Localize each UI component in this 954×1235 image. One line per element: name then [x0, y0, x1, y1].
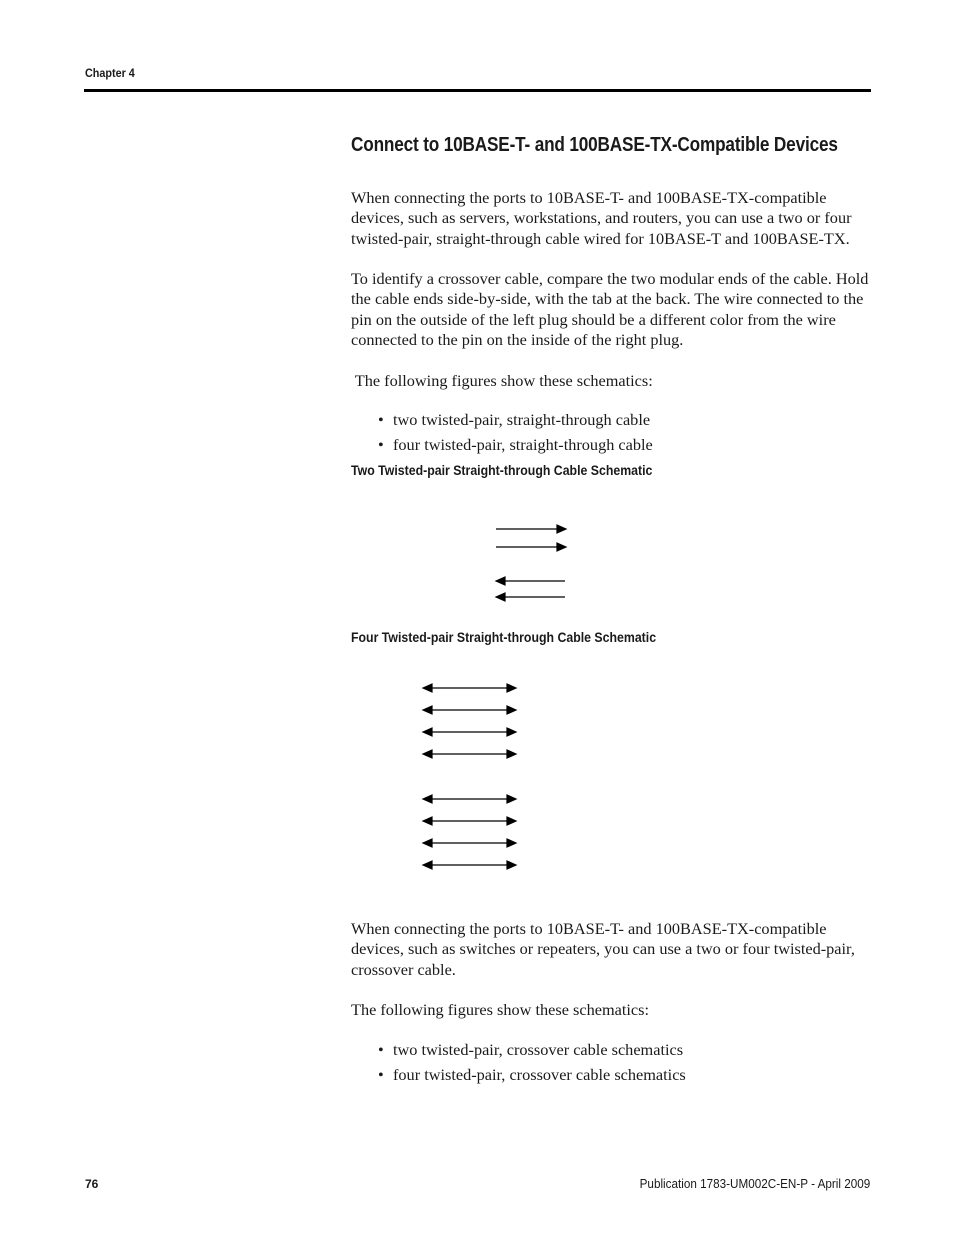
arrow-bidirectional: [423, 684, 516, 692]
page-number: 76: [85, 1177, 99, 1191]
paragraph-straight-through: When connecting the ports to 10BASE-T- and 100BASE-TX-compatible devices, such as servers, workstations, and routers, you can use a two or four twisted-pair, straight-through cable wired for 10BASE-T and 100BASE-TX.: [351, 188, 852, 248]
paragraph-figures-intro-2: The following figures show these schematics:: [351, 1000, 649, 1019]
paragraph-figures-intro: The following figures show these schematics:: [351, 371, 653, 390]
section-title: Connect to 10BASE-T- and 100BASE-TX-Compatible Devices: [351, 134, 838, 156]
list-item: • four twisted-pair, crossover cable schematics: [378, 1065, 686, 1084]
bullet-list-crossover: [378, 1040, 686, 1090]
arrow-bidirectional: [423, 817, 516, 825]
figure-title-two-pair: Two Twisted-pair Straight-through Cable Schematic: [351, 462, 653, 478]
arrow-bidirectional: [423, 706, 516, 714]
list-item: • two twisted-pair, straight-through cable: [378, 410, 651, 429]
arrow-bidirectional: [423, 750, 516, 758]
publication-info: Publication 1783-UM002C-EN-P - April 2009: [639, 1176, 870, 1191]
figure-title-four-pair: Four Twisted-pair Straight-through Cable Schematic: [351, 629, 657, 645]
arrow-bidirectional: [423, 839, 516, 847]
paragraph-crossover: When connecting the ports to 10BASE-T- and 100BASE-TX-compatible devices, such as switches or repeaters, you can use a two or four twisted-pair, crossover cable.: [351, 919, 855, 979]
arrow-bidirectional: [423, 861, 516, 869]
list-item: • two twisted-pair, crossover cable schematics: [378, 1040, 684, 1059]
paragraph-identify-crossover: To identify a crossover cable, compare the two modular ends of the cable. Hold the cable ends side-by-side, with the tab at the back. The wire connected to the pin on the outside of the left plug should be a different color from the wire connected to the pin on the inside of the right plug.: [351, 269, 869, 350]
arrow-bidirectional: [423, 728, 516, 736]
list-item: • four twisted-pair, straight-through cable: [378, 435, 653, 454]
chapter-label: Chapter 4: [85, 66, 135, 80]
arrow-bidirectional: [423, 795, 516, 803]
